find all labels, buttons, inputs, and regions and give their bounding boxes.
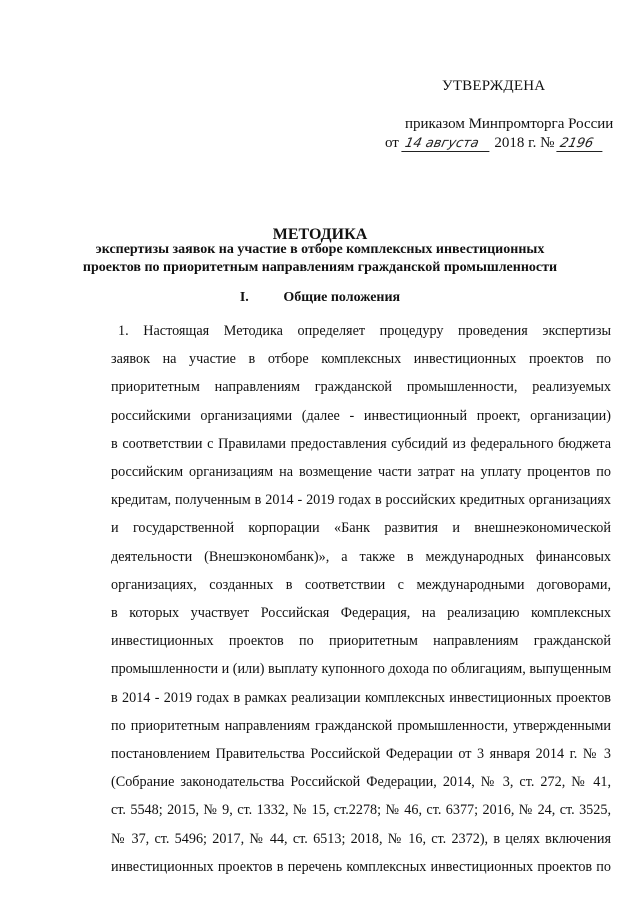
body-line: 1. Настоящая Методика определяет процедуру проведения экспертизы: [118, 323, 611, 339]
document-title: МЕТОДИКА: [272, 226, 368, 243]
body-line: в которых участвует Российская Федерация, на реализацию комплексных: [111, 605, 611, 621]
body-line: и государственной корпорации «Банк развития и внешнеэкономической: [111, 520, 611, 537]
handwritten-date: 14 августа: [401, 136, 492, 152]
body-line: российскими организациями (далее - инвестиционный проект, организации): [111, 407, 611, 424]
section-number: I.: [239, 290, 249, 305]
section-name: Общие положения: [283, 290, 401, 305]
body-line: в соответствии с Правилами предоставления субсидий из федерального бюджета: [111, 435, 611, 452]
body-line: (Собрание законодательства Российской Федерации, 2014, № 3, ст. 272, № 41,: [111, 774, 611, 791]
body-line: российским организациям на возмещение части затрат на уплату процентов по: [111, 464, 611, 480]
order-issuer: приказом Минпромторга России: [405, 116, 614, 132]
section-heading: [0, 290, 640, 306]
document-subtitle-line-2: проектов по приоритетным направлениям гражданской промышленности: [82, 260, 558, 275]
body-line: кредитам, полученным в 2014 - 2019 годах в российских кредитных организациях: [111, 492, 611, 509]
body-line: промышленности и (или) выплату купонного дохода по облигациям, выпущенным: [111, 661, 612, 678]
order-year: 2018 г. №: [494, 135, 555, 151]
body-line: инвестиционных проектов в перечень комплексных инвестиционных проектов по: [111, 858, 611, 875]
body-line: деятельности (Внешэкономбанк)», а также в международных финансовых: [111, 548, 611, 565]
handwritten-order-number: 2196: [556, 136, 605, 152]
body-line: приоритетным направлениям гражданской промышленности, реализуемых: [111, 379, 611, 396]
order-prefix: от: [385, 135, 399, 151]
body-line: № 37, ст. 5496; 2017, № 44, ст. 6513; 2018, № 16, ст. 2372), в целях включения: [111, 830, 611, 847]
body-line: по приоритетным направлениям гражданской промышленности, утвержденными: [111, 717, 611, 734]
approval-stamp-text: УТВЕРЖДЕНА: [442, 78, 546, 94]
body-line: инвестиционных проектов по приоритетным направлениям гражданской: [111, 633, 611, 650]
body-line: в 2014 - 2019 годах в рамках реализации комплексных инвестиционных проектов: [111, 689, 611, 706]
body-line: постановлением Правительства Российской Федерации от 3 января 2014 г. № 3: [111, 746, 611, 762]
order-date-line: [385, 135, 604, 152]
body-line: ст. 5548; 2015, № 9, ст. 1332, № 15, ст.2278; № 46, ст. 6377; 2016, № 24, ст. 3525,: [111, 802, 611, 819]
body-line: организациях, созданных в соответствии с международными договорами,: [111, 576, 611, 593]
body-line: заявок на участие в отборе комплексных инвестиционных проектов по: [111, 351, 611, 368]
document-subtitle-line-1: экспертизы заявок на участие в отборе комплексных инвестиционных: [95, 242, 545, 257]
